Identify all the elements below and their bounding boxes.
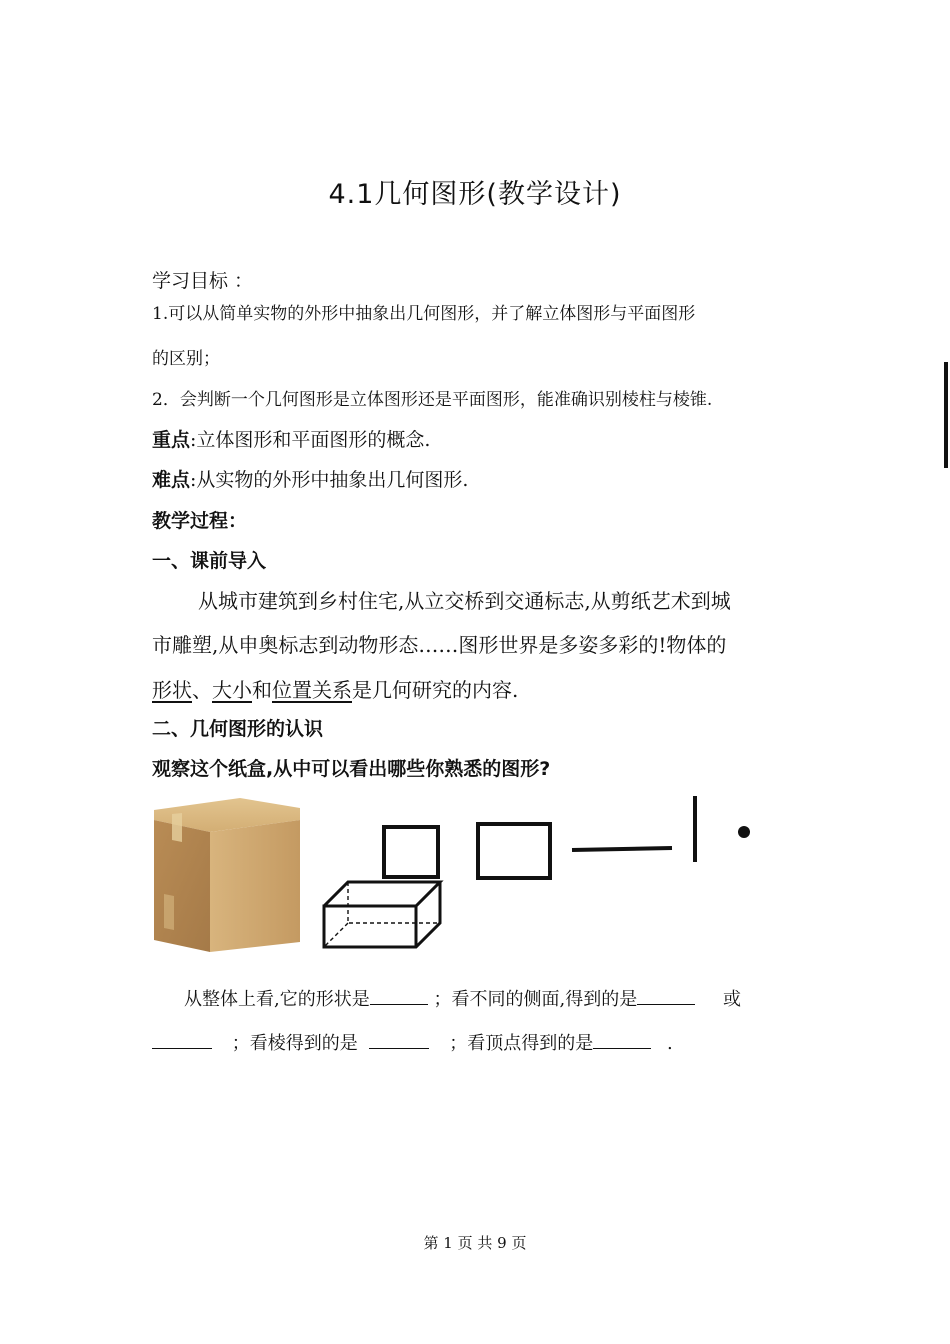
objective-2: 2．会判断一个几何图形是立体图形还是平面图形，能准确识别棱柱与棱锥. — [152, 390, 713, 410]
fill-line-1-b: ；看不同的侧面,得到的是 — [433, 989, 638, 1010]
fill-line-1 — [184, 985, 741, 1011]
term-size: 大小 — [212, 678, 252, 702]
section2-heading: 二、几何图形的认识 — [152, 718, 324, 740]
term-shape: 形状 — [152, 678, 192, 702]
horizontal-segment — [572, 848, 672, 850]
term-and: 和 — [252, 678, 272, 702]
intro-line-3-tail: 是几何研究的内容. — [352, 678, 519, 702]
difficulty — [152, 465, 468, 492]
term-separator: 、 — [192, 678, 212, 702]
blank-vertex[interactable] — [593, 1047, 651, 1049]
page-footer: 第 1 页 共 9 页 — [423, 1234, 527, 1252]
section1-heading: 一、课前导入 — [152, 550, 267, 572]
blank-side-face-2[interactable] — [152, 1047, 212, 1049]
fill-line-2-a: ；看棱得到的是 — [231, 1033, 358, 1054]
key-point-text: :立体图形和平面图形的概念. — [190, 429, 431, 451]
page-title: 4.1几何图形(教学设计) — [328, 179, 622, 210]
key-point-label: 重点 — [152, 429, 191, 451]
term-position: 位置关系 — [272, 678, 352, 702]
cardboard-box-photo — [154, 798, 300, 952]
figures-illustration — [150, 790, 800, 960]
objectives-heading: 学习目标 ： — [152, 270, 254, 292]
observe-question: 观察这个纸盒,从中可以看出哪些你熟悉的图形? — [152, 758, 551, 780]
fill-line-2-end: . — [666, 1033, 673, 1054]
square-shape — [384, 827, 438, 877]
difficulty-text: :从实物的外形中抽象出几何图形. — [190, 469, 469, 491]
fill-line-2 — [152, 1029, 673, 1055]
intro-line-1: 从城市建筑到乡村住宅,从立交桥到交通标志,从剪纸艺术到城 — [198, 589, 731, 613]
difficulty-label: 难点 — [152, 469, 191, 491]
objective-1-line2: 的区别； — [152, 349, 220, 369]
fill-line-2-b: ；看顶点得到的是 — [449, 1033, 594, 1054]
intro-line-3 — [152, 674, 518, 703]
rectangle-shape — [478, 824, 550, 878]
objective-1-line1: 1.可以从简单实物的外形中抽象出几何图形，并了解立体图形与平面图形 — [152, 304, 696, 324]
intro-line-2: 市雕塑,从申奥标志到动物形态……图形世界是多姿多彩的!物体的 — [152, 633, 727, 657]
point-dot — [738, 826, 750, 838]
blank-overall-shape[interactable] — [370, 1003, 428, 1005]
key-point — [152, 425, 430, 452]
fill-line-1-c: 或 — [722, 989, 741, 1010]
page-edge-marker — [944, 362, 948, 468]
blank-edge[interactable] — [369, 1047, 429, 1049]
process-heading: 教学过程： — [152, 510, 248, 532]
cuboid-wireframe — [324, 882, 440, 947]
fill-line-1-a: 从整体上看,它的形状是 — [184, 989, 370, 1010]
blank-side-face-1[interactable] — [637, 1003, 695, 1005]
